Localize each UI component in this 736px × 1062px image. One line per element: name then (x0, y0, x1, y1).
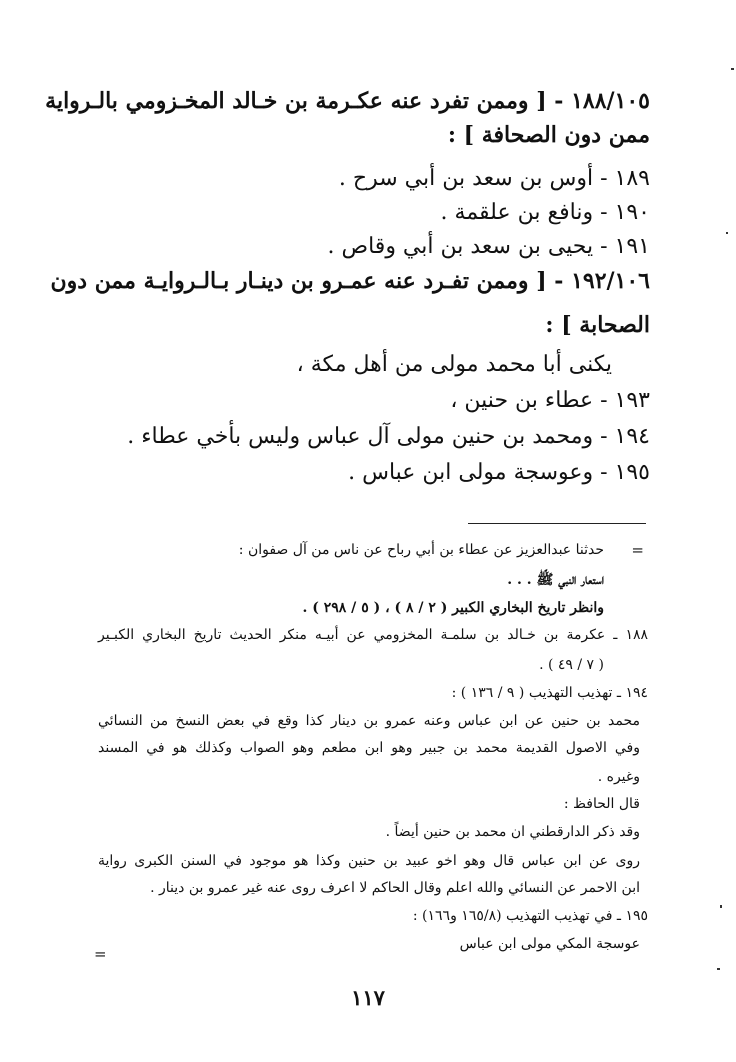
scan-speck (731, 68, 734, 70)
kunya-line: يكنى أبا محمد مولى من أهل مكة ، (296, 352, 612, 377)
footnote-188: ١٨٨ ـ عكرمة بن خـالد بن سلمـة المخزومي عن أبيـه منكر الحديث تاريخ البخاري الكبـير (98, 627, 648, 643)
entry-193: ١٩٣ - عطاء بن حنين ، (450, 388, 650, 413)
continuation-mark-bottom: = (94, 945, 107, 963)
entry-189: ١٨٩ - أوس بن سعد بن أبي سرح . (338, 166, 650, 191)
scan-speck (720, 905, 722, 908)
section-heading-106-cont: الصحابة ] : (545, 312, 650, 338)
footnote-line: عوسجة المكي مولى ابن عباس (459, 936, 640, 952)
entry-191: ١٩١ - يحيى بن سعد بن أبي وقاص . (327, 234, 650, 259)
footnote-line: ابن الاحمر عن النسائي والله اعلم وقال الحاكم لا اعرف روى عنه غير عمرو بن دينار . (150, 880, 640, 896)
footnote-separator (468, 523, 646, 524)
entry-190: ١٩٠ - ونافع بن علقمة . (440, 200, 650, 225)
footnote-line: وقد ذكر الدارقطني ان محمد بن حنين أيضاً . (385, 824, 640, 840)
page-number: ١١٧ (351, 985, 385, 1010)
entry-195: ١٩٥ - وعوسجة مولى ابن عباس . (348, 460, 650, 485)
footnote-194: ١٩٤ ـ تهذيب التهذيب ( ٩ / ١٣٦ ) : (451, 685, 648, 701)
section-heading-105-cont: ممن دون الصحافة ] : (447, 122, 650, 148)
footnote-line: روى عن ابن عباس قال وهو اخو عبيد بن حنين وكذا هو موجود في السنن الكبرى رواية (98, 853, 640, 869)
footnote-line: وغيره . (597, 769, 640, 785)
section-heading-106: ١٩٢/١٠٦ - [ وممن تفـرد عنه عمـرو بن دينـار بـالـروايـة ممن دون (50, 268, 650, 294)
scan-speck (726, 232, 728, 234)
continuation-mark-top: = (631, 541, 644, 559)
footnote-line: وفي الاصول القديمة محمد بن جبير وهو ابن مطعم وهو الصواب وكذلك هو في المسند (98, 740, 640, 756)
footnote-195: ١٩٥ ـ في تهذيب التهذيب (١٦٥/٨ و١٦٦) : (412, 908, 648, 924)
footnote-line: قال الحافظ : (563, 796, 640, 812)
section-heading-105: ١٨٨/١٠٥ - [ وممن تفرد عنه عكـرمة بن خـالد المخـزومي بالـرواية (45, 88, 650, 114)
scan-speck (717, 968, 720, 970)
footnote-line: محمد بن حنين عن ابن عباس وعنه عمرو بن دينار كذا وقع في بعض النسخ من النسائي (98, 713, 640, 729)
footnote-line: وانظر تاريخ البخاري الكبير ( ٢ / ٨ ) ، ( ٥ / ٢٩٨ ) . (302, 600, 604, 616)
footnote-line: ( ٧ / ٤٩ ) . (539, 657, 604, 673)
footnote-line: حدثنا عبدالعزيز عن عطاء بن أبي رباح عن ناس من آل صفوان : (238, 542, 604, 558)
footnote-line: استعار النبي ﷺ . . . (507, 572, 604, 588)
entry-194: ١٩٤ - ومحمد بن حنين مولى آل عباس وليس بأخي عطاء . (127, 424, 650, 449)
